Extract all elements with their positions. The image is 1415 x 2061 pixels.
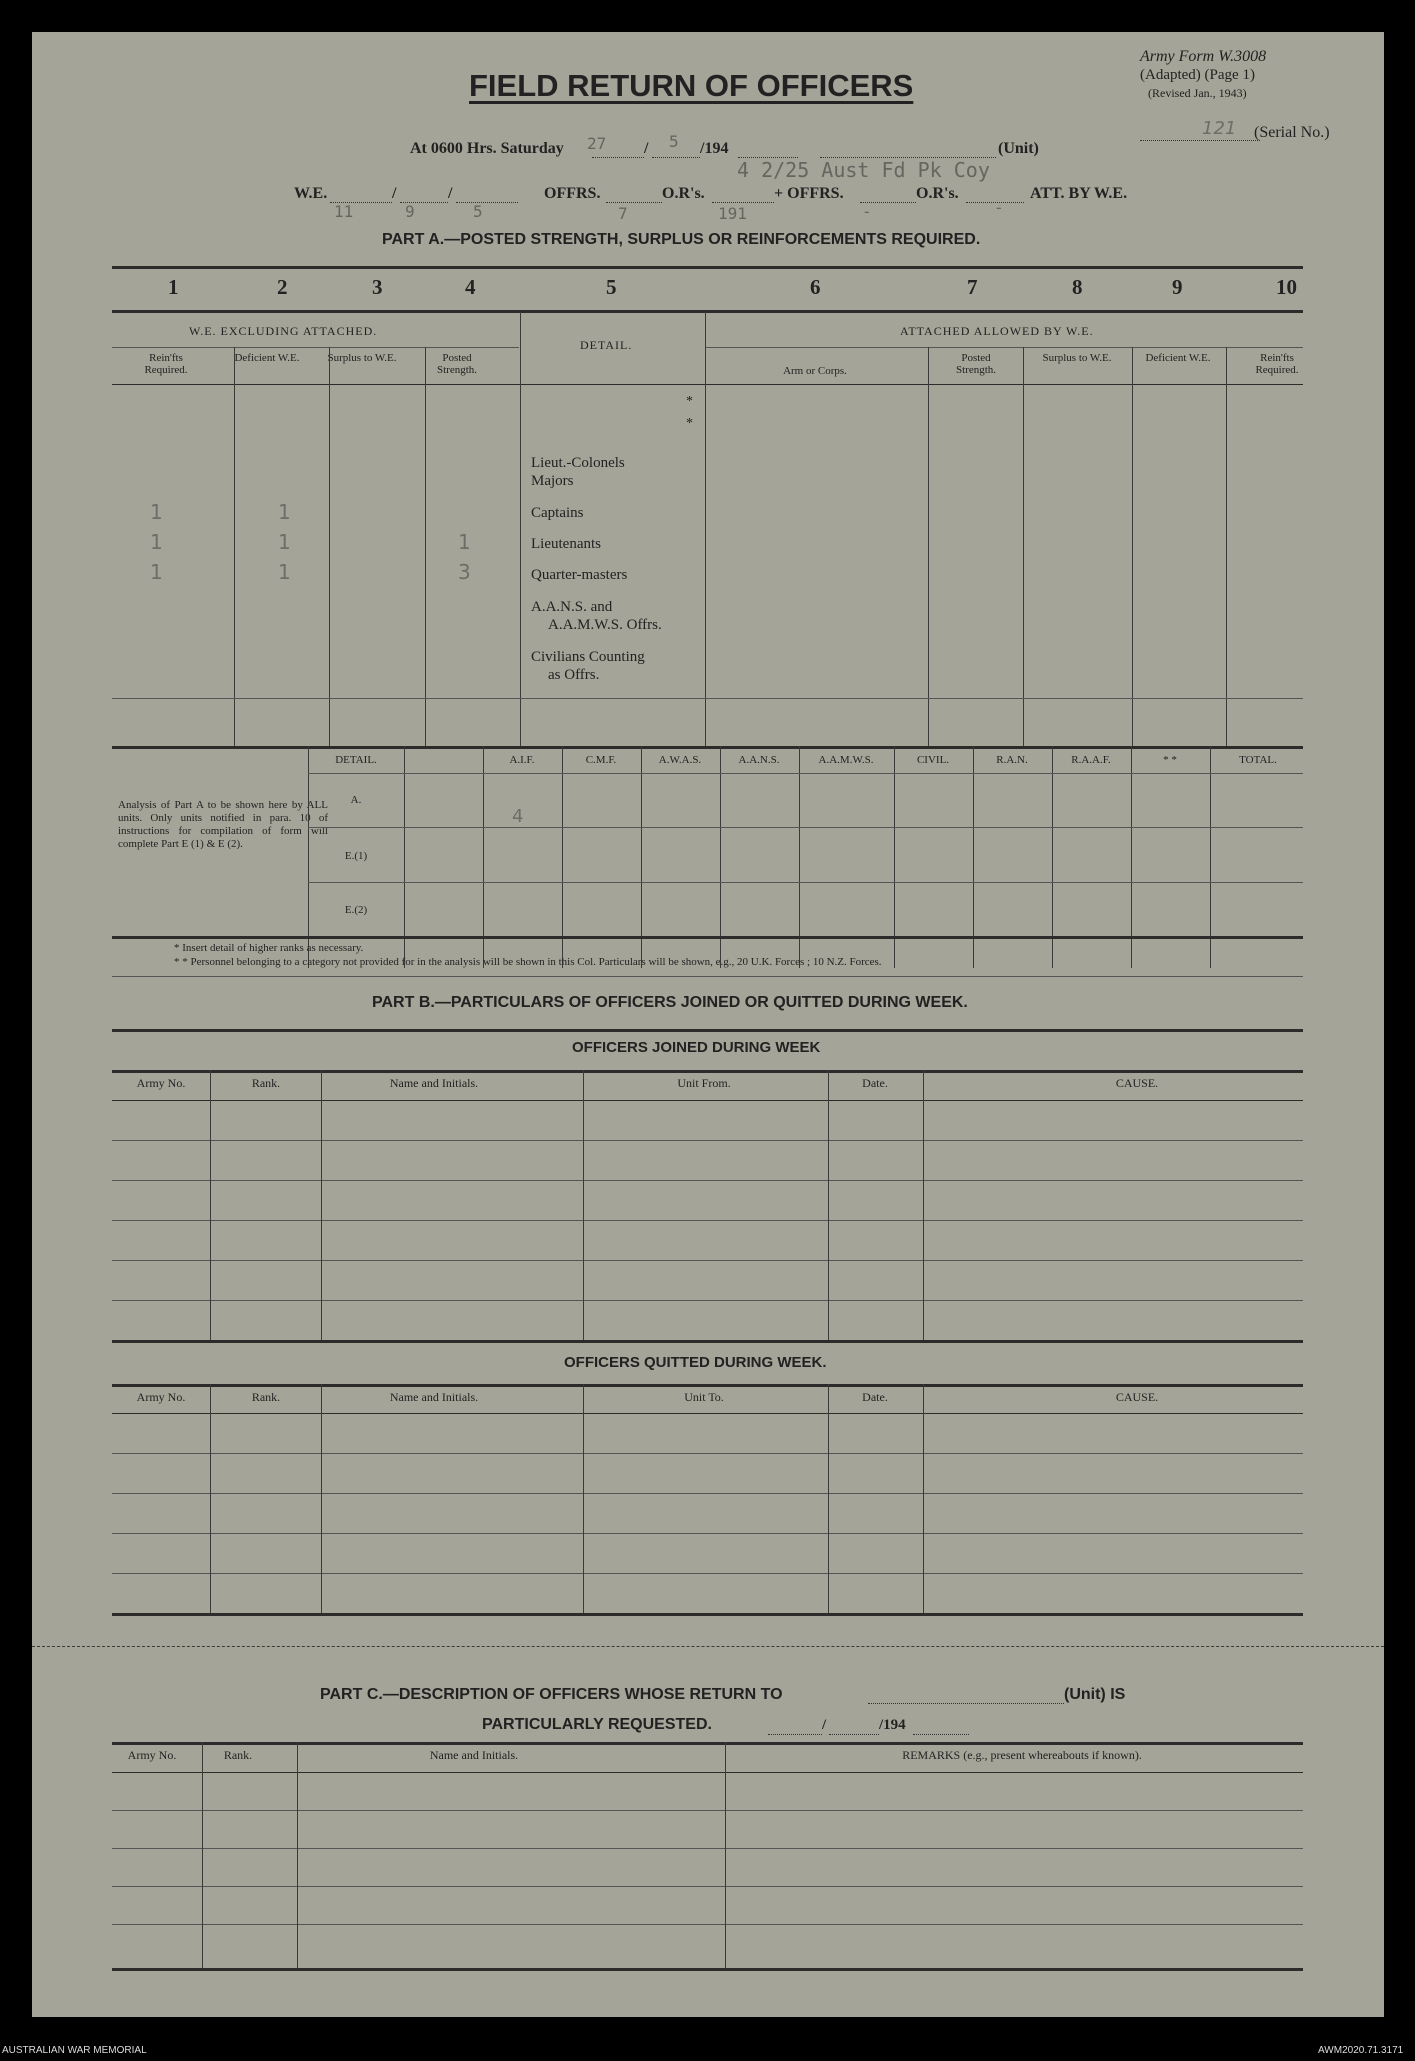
- joined-col-2: [321, 1070, 322, 1340]
- captains-reinfts-value: 1: [150, 500, 163, 524]
- analysis-header-cmf: C.M.F.: [585, 754, 617, 766]
- col-number-8: 8: [1072, 275, 1083, 299]
- plus-offrs-value: -: [862, 202, 872, 221]
- col-number-2: 2: [277, 275, 288, 299]
- analysis-col-2: [483, 746, 484, 968]
- analysis-note: Analysis of Part A to be shown here by ALL units. Only units notified in para. 10 of instructions for compilation of form will complete Part E (1) & E (2).: [118, 799, 328, 850]
- analysis-aif-a-value: 4: [512, 806, 524, 827]
- analysis-row-e2: E.(2): [344, 904, 368, 916]
- joined-col-5: [923, 1070, 924, 1340]
- we-excluding-underline: [112, 347, 519, 348]
- analysis-col-3: [562, 746, 563, 968]
- quitted-header-name: Name and Initials.: [389, 1390, 479, 1404]
- attached-deficient-header: Deficient W.E.: [1145, 352, 1211, 364]
- page-title: FIELD RETURN OF OFFICERS: [469, 68, 914, 103]
- attached-surplus-header: Surplus to W.E.: [1042, 352, 1112, 364]
- analysis-col-5: [720, 746, 721, 968]
- part-c-col-2: [297, 1742, 298, 1968]
- joined-header-date: Date.: [862, 1076, 888, 1090]
- col-divider-7: [1023, 347, 1024, 747]
- plus-offrs-label: + OFFRS.: [774, 185, 844, 202]
- quitted-col-1: [210, 1384, 211, 1613]
- analysis-header-aif: A.I.F.: [509, 754, 535, 766]
- surplus-header: Surplus to W.E.: [327, 352, 397, 364]
- day-line: [592, 157, 644, 158]
- part-c-title-line1: PART C.—DESCRIPTION OF OFFICERS WHOSE RETURN TO: [320, 1686, 783, 1703]
- year-label: /194: [700, 140, 729, 157]
- col-divider-2: [329, 347, 330, 747]
- asterisk-row-2: *: [686, 416, 693, 431]
- ors2-value: -: [994, 198, 1004, 217]
- joined-row-rule-3: [112, 1220, 1303, 1221]
- joined-header-name: Name and Initials.: [389, 1076, 479, 1090]
- quitted-header-rule: [112, 1413, 1303, 1414]
- asterisk-row-1: *: [686, 394, 693, 409]
- month-line: [652, 157, 700, 158]
- deficient-header: Deficient W.E.: [234, 352, 300, 364]
- analysis-col-9: [1052, 746, 1053, 968]
- col-number-5: 5: [606, 275, 617, 299]
- quitted-col-4: [828, 1384, 829, 1613]
- footnote-1: * Insert detail of higher ranks as necessary.: [174, 942, 364, 954]
- form-number: Army Form W.3008: [1140, 48, 1267, 65]
- quitted-row-rule-1: [112, 1453, 1303, 1454]
- quitted-col-3: [583, 1384, 584, 1613]
- detail-header: DETAIL.: [580, 338, 633, 352]
- analysis-col-8: [973, 746, 974, 968]
- part-c-title-line2: PARTICULARLY REQUESTED.: [482, 1716, 712, 1733]
- part-c-header-rule: [112, 1772, 1303, 1773]
- joined-header-rule: [112, 1100, 1303, 1101]
- part-c-row-rule-2: [112, 1848, 1303, 1849]
- attached-allowed-header: ATTACHED ALLOWED BY W.E.: [900, 324, 1094, 338]
- att-label: ATT. BY W.E.: [1030, 185, 1128, 202]
- ors-line: [712, 202, 774, 203]
- joined-col-1: [210, 1070, 211, 1340]
- part-a-bottom-rule: [112, 746, 1303, 749]
- part-b-title: PART B.—PARTICULARS OF OFFICERS JOINED OR QUITTED DURING WEEK.: [372, 994, 968, 1011]
- col-divider-8: [1132, 347, 1133, 747]
- joined-header-top-rule: [112, 1070, 1303, 1073]
- analysis-header-awas: A.W.A.S.: [658, 754, 702, 766]
- col-number-10: 10: [1276, 275, 1297, 299]
- qm-deficient-value: 1: [278, 560, 291, 584]
- day-value: 27: [587, 134, 607, 153]
- part-a-number-rule: [112, 310, 1303, 313]
- part-a-top-rule: [112, 266, 1303, 269]
- analysis-header-raaf: R.A.A.F.: [1071, 754, 1111, 766]
- analysis-row-a: A.: [350, 794, 362, 806]
- reinfts-required-header: Rein'fts Required.: [144, 352, 188, 376]
- col-divider-9: [1226, 347, 1227, 747]
- joined-row-rule-2: [112, 1180, 1303, 1181]
- footnote-rule: [112, 976, 1303, 977]
- analysis-row-rule-2: [308, 882, 1303, 883]
- quitted-bottom-rule: [112, 1613, 1303, 1616]
- slash-3: /: [448, 185, 453, 202]
- analysis-header-other: * *: [1163, 754, 1177, 766]
- qm-posted-value: 3: [458, 560, 471, 584]
- analysis-header-total: TOTAL.: [1239, 754, 1277, 766]
- month-value: 5: [669, 132, 679, 151]
- joined-row-rule-1: [112, 1140, 1303, 1141]
- col-number-1: 1: [168, 275, 179, 299]
- we-value-1: 11: [334, 202, 354, 221]
- serial-value: 121: [1202, 118, 1237, 139]
- rank-majors: Majors: [531, 473, 574, 489]
- joined-title: OFFICERS JOINED DURING WEEK: [572, 1039, 821, 1056]
- joined-header-army-no: Army No.: [136, 1076, 186, 1090]
- analysis-col-10: [1131, 746, 1132, 968]
- analysis-row-e1: E.(1): [344, 850, 368, 862]
- part-c-header-rank: Rank.: [223, 1748, 253, 1762]
- ors2-label: O.R's.: [916, 185, 959, 202]
- offrs-label: OFFRS.: [544, 185, 601, 202]
- joined-row-rule-4: [112, 1260, 1303, 1261]
- perforation-line: [32, 1646, 1384, 1647]
- rank-aans-line2: A.A.M.W.S. Offrs.: [548, 617, 662, 633]
- part-c-month-line: [829, 1734, 879, 1735]
- joined-header-cause: CAUSE.: [1115, 1076, 1159, 1090]
- quitted-header-date: Date.: [862, 1390, 888, 1404]
- arm-corps-header: Arm or Corps.: [783, 365, 847, 377]
- ors-label: O.R's.: [662, 185, 705, 202]
- serial-label: (Serial No.): [1254, 124, 1330, 141]
- at-label: At 0600 Hrs. Saturday: [410, 140, 564, 157]
- attached-reinfts-header: Rein'fts Required.: [1255, 352, 1299, 376]
- quitted-header-army-no: Army No.: [136, 1390, 186, 1404]
- rank-lt-colonels: Lieut.-Colonels: [531, 455, 625, 471]
- we-excluding-header: W.E. EXCLUDING ATTACHED.: [189, 324, 378, 338]
- quitted-row-rule-4: [112, 1573, 1303, 1574]
- part-c-row-rule-1: [112, 1810, 1303, 1811]
- analysis-header-aans: A.A.N.S.: [738, 754, 780, 766]
- rank-quarter-masters: Quarter-masters: [531, 567, 628, 583]
- analysis-header-rule: [308, 773, 1303, 774]
- analysis-col-4: [641, 746, 642, 968]
- offrs-value: 7: [618, 204, 628, 223]
- col-number-9: 9: [1172, 275, 1183, 299]
- part-c-bottom-rule: [112, 1968, 1303, 1971]
- captains-deficient-value: 1: [278, 500, 291, 524]
- quitted-header-top-rule: [112, 1384, 1303, 1387]
- part-a-title: PART A.—POSTED STRENGTH, SURPLUS OR REINFORCEMENTS REQUIRED.: [382, 231, 981, 248]
- quitted-header-rank: Rank.: [251, 1390, 281, 1404]
- form-sheet: [32, 32, 1384, 2017]
- col-number-6: 6: [810, 275, 821, 299]
- analysis-row-rule-1: [308, 827, 1303, 828]
- part-c-top-rule: [112, 1742, 1303, 1745]
- part-c-unit-line: [868, 1703, 1064, 1704]
- ors-value: 191: [718, 204, 747, 223]
- col-divider-3: [425, 347, 426, 747]
- part-c-row-rule-4: [112, 1924, 1303, 1925]
- rank-aans-line1: A.A.N.S. and: [531, 599, 613, 615]
- lieutenants-posted-value: 1: [458, 530, 471, 554]
- slash-1: /: [644, 140, 649, 157]
- part-c-row-rule-3: [112, 1886, 1303, 1887]
- analysis-col-1: [404, 746, 405, 968]
- qm-reinfts-value: 1: [150, 560, 163, 584]
- lieutenants-reinfts-value: 1: [150, 530, 163, 554]
- rank-captains: Captains: [531, 505, 584, 521]
- footer-left: AUSTRALIAN WAR MEMORIAL: [2, 2045, 147, 2056]
- posted-strength-header: Posted Strength.: [436, 352, 478, 376]
- part-c-year: /194: [879, 1717, 906, 1733]
- col-divider-5: [705, 312, 706, 747]
- joined-row-rule-5: [112, 1300, 1303, 1301]
- col-number-7: 7: [967, 275, 978, 299]
- footnote-2: * * Personnel belonging to a category not provided for in the analysis will be shown in this Col. Particulars will be shown, e.g., 20 U.K. Forces ; 10 N.Z. Forces.: [174, 956, 882, 968]
- totals-rule: [112, 698, 1303, 699]
- subheader-rule: [112, 384, 1303, 385]
- col-divider-6: [928, 347, 929, 747]
- offrs-line: [606, 202, 662, 203]
- part-c-col-3: [725, 1742, 726, 1968]
- part-c-slash: /: [822, 1717, 827, 1733]
- quitted-row-rule-3: [112, 1533, 1303, 1534]
- part-c-day-line: [768, 1734, 822, 1735]
- lieutenants-deficient-value: 1: [278, 530, 291, 554]
- part-c-title-line1-end: (Unit) IS: [1064, 1686, 1126, 1703]
- slash-2: /: [392, 185, 397, 202]
- joined-col-4: [828, 1070, 829, 1340]
- part-c-header-army-no: Army No.: [127, 1748, 177, 1762]
- quitted-header-unit-to: Unit To.: [684, 1390, 724, 1404]
- unit-value: 4 2/25 Aust Fd Pk Coy: [737, 158, 990, 182]
- col-number-4: 4: [465, 275, 476, 299]
- rank-civilians-line1: Civilians Counting: [531, 649, 645, 665]
- part-c-header-name: Name and Initials.: [429, 1748, 519, 1762]
- part-b-top-rule: [112, 1029, 1303, 1032]
- quitted-header-cause: CAUSE.: [1115, 1390, 1159, 1404]
- joined-header-rank: Rank.: [251, 1076, 281, 1090]
- rank-lieutenants: Lieutenants: [531, 536, 601, 552]
- analysis-col-11: [1210, 746, 1211, 968]
- part-c-year-line: [913, 1734, 969, 1735]
- col-number-3: 3: [372, 275, 383, 299]
- analysis-col-6: [799, 746, 800, 968]
- part-c-col-1: [202, 1742, 203, 1968]
- joined-bottom-rule: [112, 1340, 1303, 1343]
- attached-posted-header: Posted Strength.: [955, 352, 997, 376]
- col-divider-1: [234, 347, 235, 747]
- serial-line: [1140, 140, 1260, 141]
- form-adapted: (Adapted) (Page 1): [1140, 67, 1255, 83]
- quitted-title: OFFICERS QUITTED DURING WEEK.: [564, 1354, 827, 1371]
- analysis-col-0: [308, 746, 309, 968]
- analysis-bottom-rule: [112, 936, 1303, 939]
- col-divider-4: [520, 312, 521, 747]
- quitted-col-2: [321, 1384, 322, 1613]
- analysis-header-ran: R.A.N.: [996, 754, 1028, 766]
- analysis-header-aamws: A.A.M.W.S.: [818, 754, 874, 766]
- analysis-header-civil: CIVIL.: [916, 754, 950, 766]
- quitted-row-rule-2: [112, 1493, 1303, 1494]
- we-value-2: 9: [405, 202, 415, 221]
- part-c-header-remarks: REMARKS (e.g., present whereabouts if known).: [902, 1748, 1142, 1762]
- rank-civilians-line2: as Offrs.: [548, 667, 600, 683]
- unit-label: (Unit): [998, 140, 1039, 157]
- analysis-header-detail: DETAIL.: [335, 754, 377, 766]
- analysis-col-7: [894, 746, 895, 968]
- attached-underline: [705, 347, 1303, 348]
- footer-right: AWM2020.71.3171: [1318, 2045, 1404, 2056]
- joined-header-unit-from: Unit From.: [677, 1076, 731, 1090]
- joined-col-3: [583, 1070, 584, 1340]
- we-label: W.E.: [294, 185, 328, 202]
- we-line-3: [456, 202, 518, 203]
- we-value-3: 5: [473, 202, 483, 221]
- form-revised: (Revised Jan., 1943): [1148, 86, 1247, 100]
- quitted-col-5: [923, 1384, 924, 1613]
